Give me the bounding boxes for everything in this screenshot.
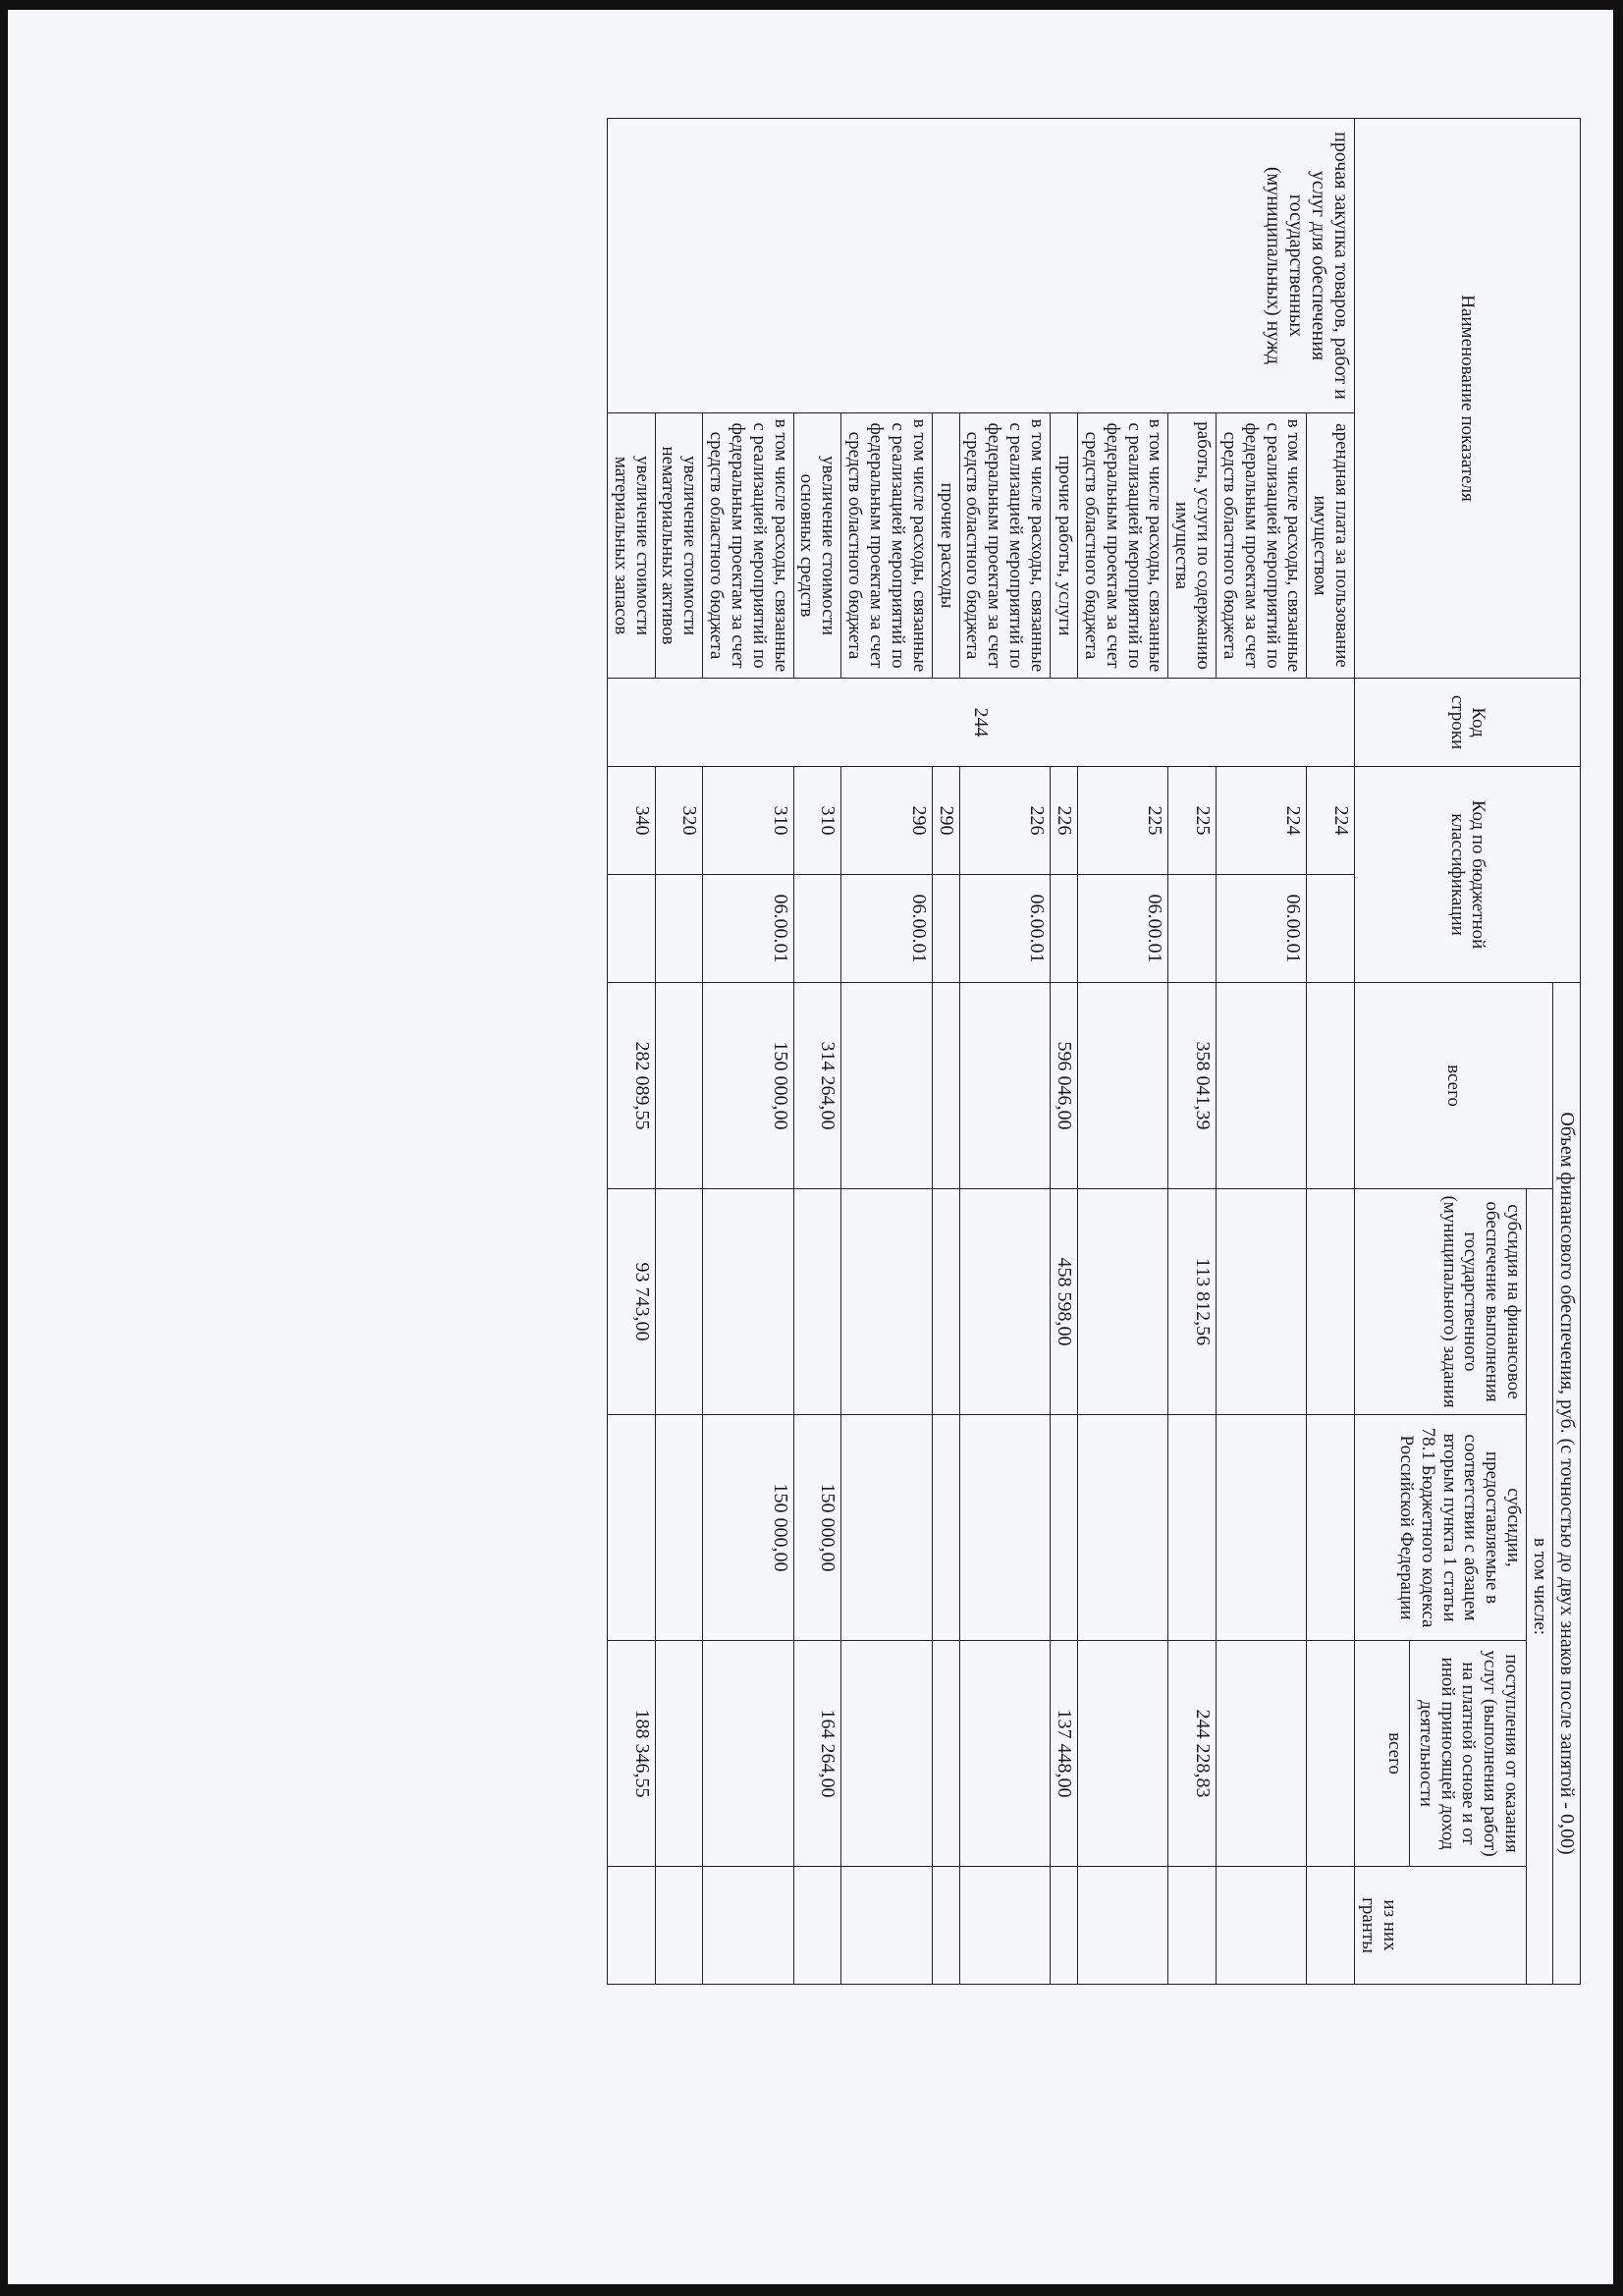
row-name: увеличение стоимости нематериальных активов [655, 413, 703, 679]
row-sub: 06.00.01 [1217, 875, 1307, 983]
row-bk: 226 [1051, 767, 1078, 875]
row-sub: 06.00.01 [1078, 875, 1168, 983]
row-task [703, 1189, 793, 1415]
row-task [932, 1189, 959, 1415]
row-s78 [1217, 1415, 1307, 1641]
row-name: увеличение стоимости основных средств [793, 413, 841, 679]
row-grants [1217, 1867, 1307, 1985]
row-s78 [607, 1415, 655, 1641]
row-task: 458 598,00 [1051, 1189, 1078, 1415]
row-paid: 164 264,00 [793, 1641, 841, 1867]
row-bk: 224 [1217, 767, 1307, 875]
row-name: увеличение стоимости материальных запасов [607, 413, 655, 679]
row-grants [1307, 1867, 1355, 1985]
row-sub: 06.00.01 [959, 875, 1050, 983]
row-task: 93 743,00 [607, 1189, 655, 1415]
row-sub [1307, 875, 1355, 983]
row-bk: 310 [703, 767, 793, 875]
row-total: 150 000,00 [703, 983, 793, 1189]
row-total: 358 041,39 [1168, 983, 1217, 1189]
row-bk: 310 [793, 767, 841, 875]
row-paid: 137 448,00 [1051, 1641, 1078, 1867]
row-task [1307, 1189, 1355, 1415]
header-name: Наименование показателя [1355, 119, 1581, 679]
row-s78: 150 000,00 [793, 1415, 841, 1641]
row-paid: 188 346,55 [607, 1641, 655, 1867]
row-task [1217, 1189, 1307, 1415]
row-sub [1168, 875, 1217, 983]
header-paid-grants [1355, 1867, 1527, 1985]
row-paid: 244 228,83 [1168, 1641, 1217, 1867]
header-paid [1355, 1641, 1527, 1867]
row-grants [1168, 1867, 1217, 1985]
table-row [1307, 119, 1355, 1985]
row-task [655, 1189, 703, 1415]
header-total: всего [1355, 983, 1553, 1189]
section-name: прочая закупка товаров, работ и услуг для обеспечения государственных (муниципальных) нужд [607, 119, 1354, 413]
row-grants [703, 1867, 793, 1985]
row-paid [959, 1641, 1050, 1867]
row-grants [607, 1867, 655, 1985]
row-s78 [932, 1415, 959, 1641]
row-s78 [1051, 1415, 1078, 1641]
header-incl: в том числе: [1527, 1189, 1553, 1985]
header-paid-grants-label: из них гранты [1358, 1897, 1400, 1954]
header-sub-78: субсидии, предоставляемые в соответствии с абзацем вторым пункта 1 статьи 78.1 Бюджетного кодекса Российской Федерации [1355, 1415, 1527, 1641]
row-sub [793, 875, 841, 983]
row-paid [1078, 1641, 1168, 1867]
row-bk: 340 [607, 767, 655, 875]
row-total [841, 983, 932, 1189]
row-s78 [1078, 1415, 1168, 1641]
row-sub [607, 875, 655, 983]
row-grants [1051, 1867, 1078, 1985]
row-s78 [1168, 1415, 1217, 1641]
row-grants [932, 1867, 959, 1985]
row-grants [793, 1867, 841, 1985]
row-bk: 320 [655, 767, 703, 875]
row-paid [703, 1641, 793, 1867]
header-code: Код строки [1355, 679, 1581, 767]
row-s78 [841, 1415, 932, 1641]
row-task: 113 812,56 [1168, 1189, 1217, 1415]
row-total: 596 046,00 [1051, 983, 1078, 1189]
row-name: в том числе расходы, связанные с реализацией мероприятий по федеральным проектам за счет средств областного бюджета [959, 413, 1050, 679]
row-s78 [655, 1415, 703, 1641]
row-s78: 150 000,00 [703, 1415, 793, 1641]
row-total [1217, 983, 1307, 1189]
row-task [1078, 1189, 1168, 1415]
row-task [793, 1189, 841, 1415]
header-volume-title: Объем финансового обеспечения, руб. (с точностью до двух знаков после запятой - 0,00) [1553, 983, 1581, 1985]
row-paid [655, 1641, 703, 1867]
row-sub: 06.00.01 [703, 875, 793, 983]
row-total: 282 089,55 [607, 983, 655, 1189]
row-total [932, 983, 959, 1189]
header-bk: Код по бюджетной классификации [1355, 767, 1581, 983]
scan-border-right [1613, 0, 1623, 2296]
row-task [841, 1189, 932, 1415]
scan-border-top [0, 0, 1623, 10]
row-bk: 290 [841, 767, 932, 875]
row-sub [1051, 875, 1078, 983]
row-total: 314 264,00 [793, 983, 841, 1189]
row-s78 [959, 1415, 1050, 1641]
row-name: в том числе расходы, связанные с реализацией мероприятий по федеральным проектам за счет средств областного бюджета [841, 413, 932, 679]
row-name: в том числе расходы, связанные с реализацией мероприятий по федеральным проектам за счет средств областного бюджета [1217, 413, 1307, 679]
row-paid [932, 1641, 959, 1867]
document-sheet [128, 118, 1581, 1984]
row-paid [1217, 1641, 1307, 1867]
row-name: прочие работы, услуги [1051, 413, 1078, 679]
financial-table [607, 118, 1581, 1985]
row-name: прочие расходы [932, 413, 959, 679]
scan-border-left [0, 0, 8, 2296]
row-bk: 225 [1168, 767, 1217, 875]
scan-border-bottom [0, 2284, 1623, 2296]
row-grants [841, 1867, 932, 1985]
row-s78 [1307, 1415, 1355, 1641]
row-grants [1078, 1867, 1168, 1985]
row-name: арендная плата за пользование имуществом [1307, 413, 1355, 679]
row-name: работы, услуги по содержанию имущества [1168, 413, 1217, 679]
header-sub-task: субсидия на финансовое обеспечение выполнения государственного (муниципального) задания [1355, 1189, 1527, 1415]
row-sub [655, 875, 703, 983]
row-grants [655, 1867, 703, 1985]
row-paid [1307, 1641, 1355, 1867]
row-name: в том числе расходы, связанные с реализацией мероприятий по федеральным проектам за счет средств областного бюджета [1078, 413, 1168, 679]
row-grants [959, 1867, 1050, 1985]
row-total [1307, 983, 1355, 1189]
row-bk: 226 [959, 767, 1050, 875]
row-name: в том числе расходы, связанные с реализацией мероприятий по федеральным проектам за счет средств областного бюджета [703, 413, 793, 679]
row-bk: 224 [1307, 767, 1355, 875]
header-paid-label: поступления от оказания услуг (выполнения работ) на платной основе и от иной приносящей доход деятельности [1409, 1641, 1526, 1866]
section-code: 244 [607, 679, 1354, 767]
row-total [959, 983, 1050, 1189]
row-task [959, 1189, 1050, 1415]
table-body [607, 119, 1354, 1985]
row-total [655, 983, 703, 1189]
header-paid-total: всего [1384, 1732, 1406, 1775]
row-sub [932, 875, 959, 983]
row-paid [841, 1641, 932, 1867]
row-bk: 290 [932, 767, 959, 875]
row-bk: 225 [1078, 767, 1168, 875]
row-total [1078, 983, 1168, 1189]
row-sub: 06.00.01 [841, 875, 932, 983]
